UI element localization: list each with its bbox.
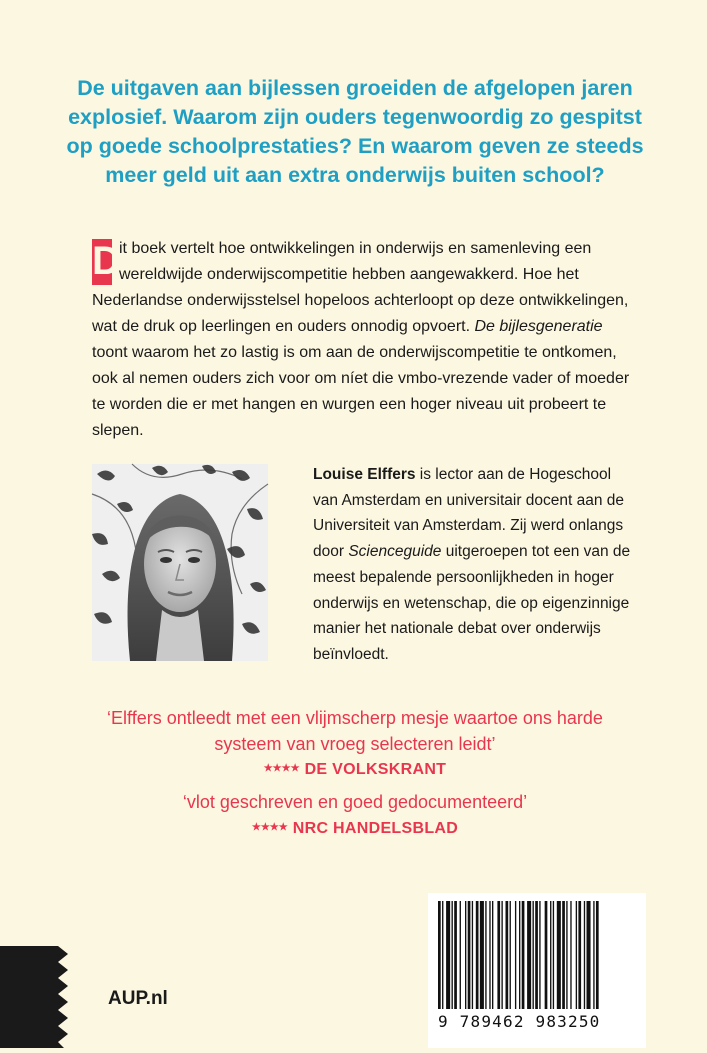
review-quote-line: systeem van vroeg selecteren leidt’ (214, 733, 496, 754)
review (60, 790, 650, 841)
blurb-headline (60, 74, 650, 190)
blurb-paragraph (92, 236, 632, 444)
isbn-barcode (428, 893, 646, 1048)
bio-text-part2: uitgeroepen tot een van de meest bepalende persoonlijkheden in hoger onderwijs en wetenschap, die op eigenzinnige manier het nationale debat over onderwijs beïnvloedt. (313, 543, 631, 663)
review-source (60, 757, 650, 782)
review-source-name: DE VOLKSKRANT (304, 761, 447, 778)
press-reviews (60, 706, 650, 849)
author-name: Louise Elffers (313, 466, 416, 483)
headline-line: op goede schoolprestaties? En waarom geven ze steeds (66, 134, 644, 158)
bio-text-part1: is lector aan de Hogeschool van Amsterdam en universitair docent aan de Universiteit van Amsterdam. Zij werd onlangs door (313, 466, 625, 561)
publisher-logo-icon (0, 946, 68, 1048)
isbn-digits: 9 789462 983250 (438, 1012, 601, 1031)
review (60, 706, 650, 782)
blurb-text-part1: it boek vertelt hoe ontwikkelingen in onderwijs en samenleving een wereldwijde onderwijscompetitie hebben aangewakkerd. Hoe het Nederlandse onderwijsstelsel hopeloos achterloopt op deze ontwikkelingen, wat de druk op leerlingen en ouders onnodig opvoert. (92, 240, 629, 335)
review-quote (60, 790, 650, 816)
bio-paragraph (313, 462, 633, 668)
barcode-bars-icon (428, 893, 646, 1013)
star-rating-icon: ★★★★ (263, 763, 300, 774)
headline-line: De uitgaven aan bijlessen groeiden de afgelopen jaren (77, 76, 633, 100)
review-quote (60, 706, 650, 757)
headline-line: meer geld uit aan extra onderwijs buiten school? (105, 163, 605, 187)
outlet-name: Scienceguide (348, 543, 442, 561)
blurb-body (92, 236, 632, 444)
drop-cap: D (92, 239, 121, 283)
review-quote-line: ‘Elffers ontleedt met een vlijmscherp mesje waartoe ons harde (107, 708, 603, 728)
headline-line: explosief. Waarom zijn ouders tegenwoordig zo gespitst (68, 105, 642, 129)
review-quote-line: ‘vlot geschreven en goed gedocumenteerd’ (182, 792, 528, 812)
blurb-text-part2: toont waarom het zo lastig is om aan de onderwijscompetitie te ontkomen, ook al nemen ouders zich voor om níet die vmbo-vrezende vader of moeder te worden die er met hangen en wurgen een hoger niveau uit probeert te slepen. (92, 344, 630, 439)
review-source-name: NRC HANDELSBLAD (292, 819, 459, 837)
review-source (60, 816, 650, 841)
publisher-url: AUP.nl (108, 988, 168, 1009)
author-bio (313, 462, 633, 668)
star-rating-icon: ★★★★ (251, 821, 288, 833)
book-title: De bijlesgeneratie (474, 318, 603, 335)
author-photo (92, 464, 268, 661)
